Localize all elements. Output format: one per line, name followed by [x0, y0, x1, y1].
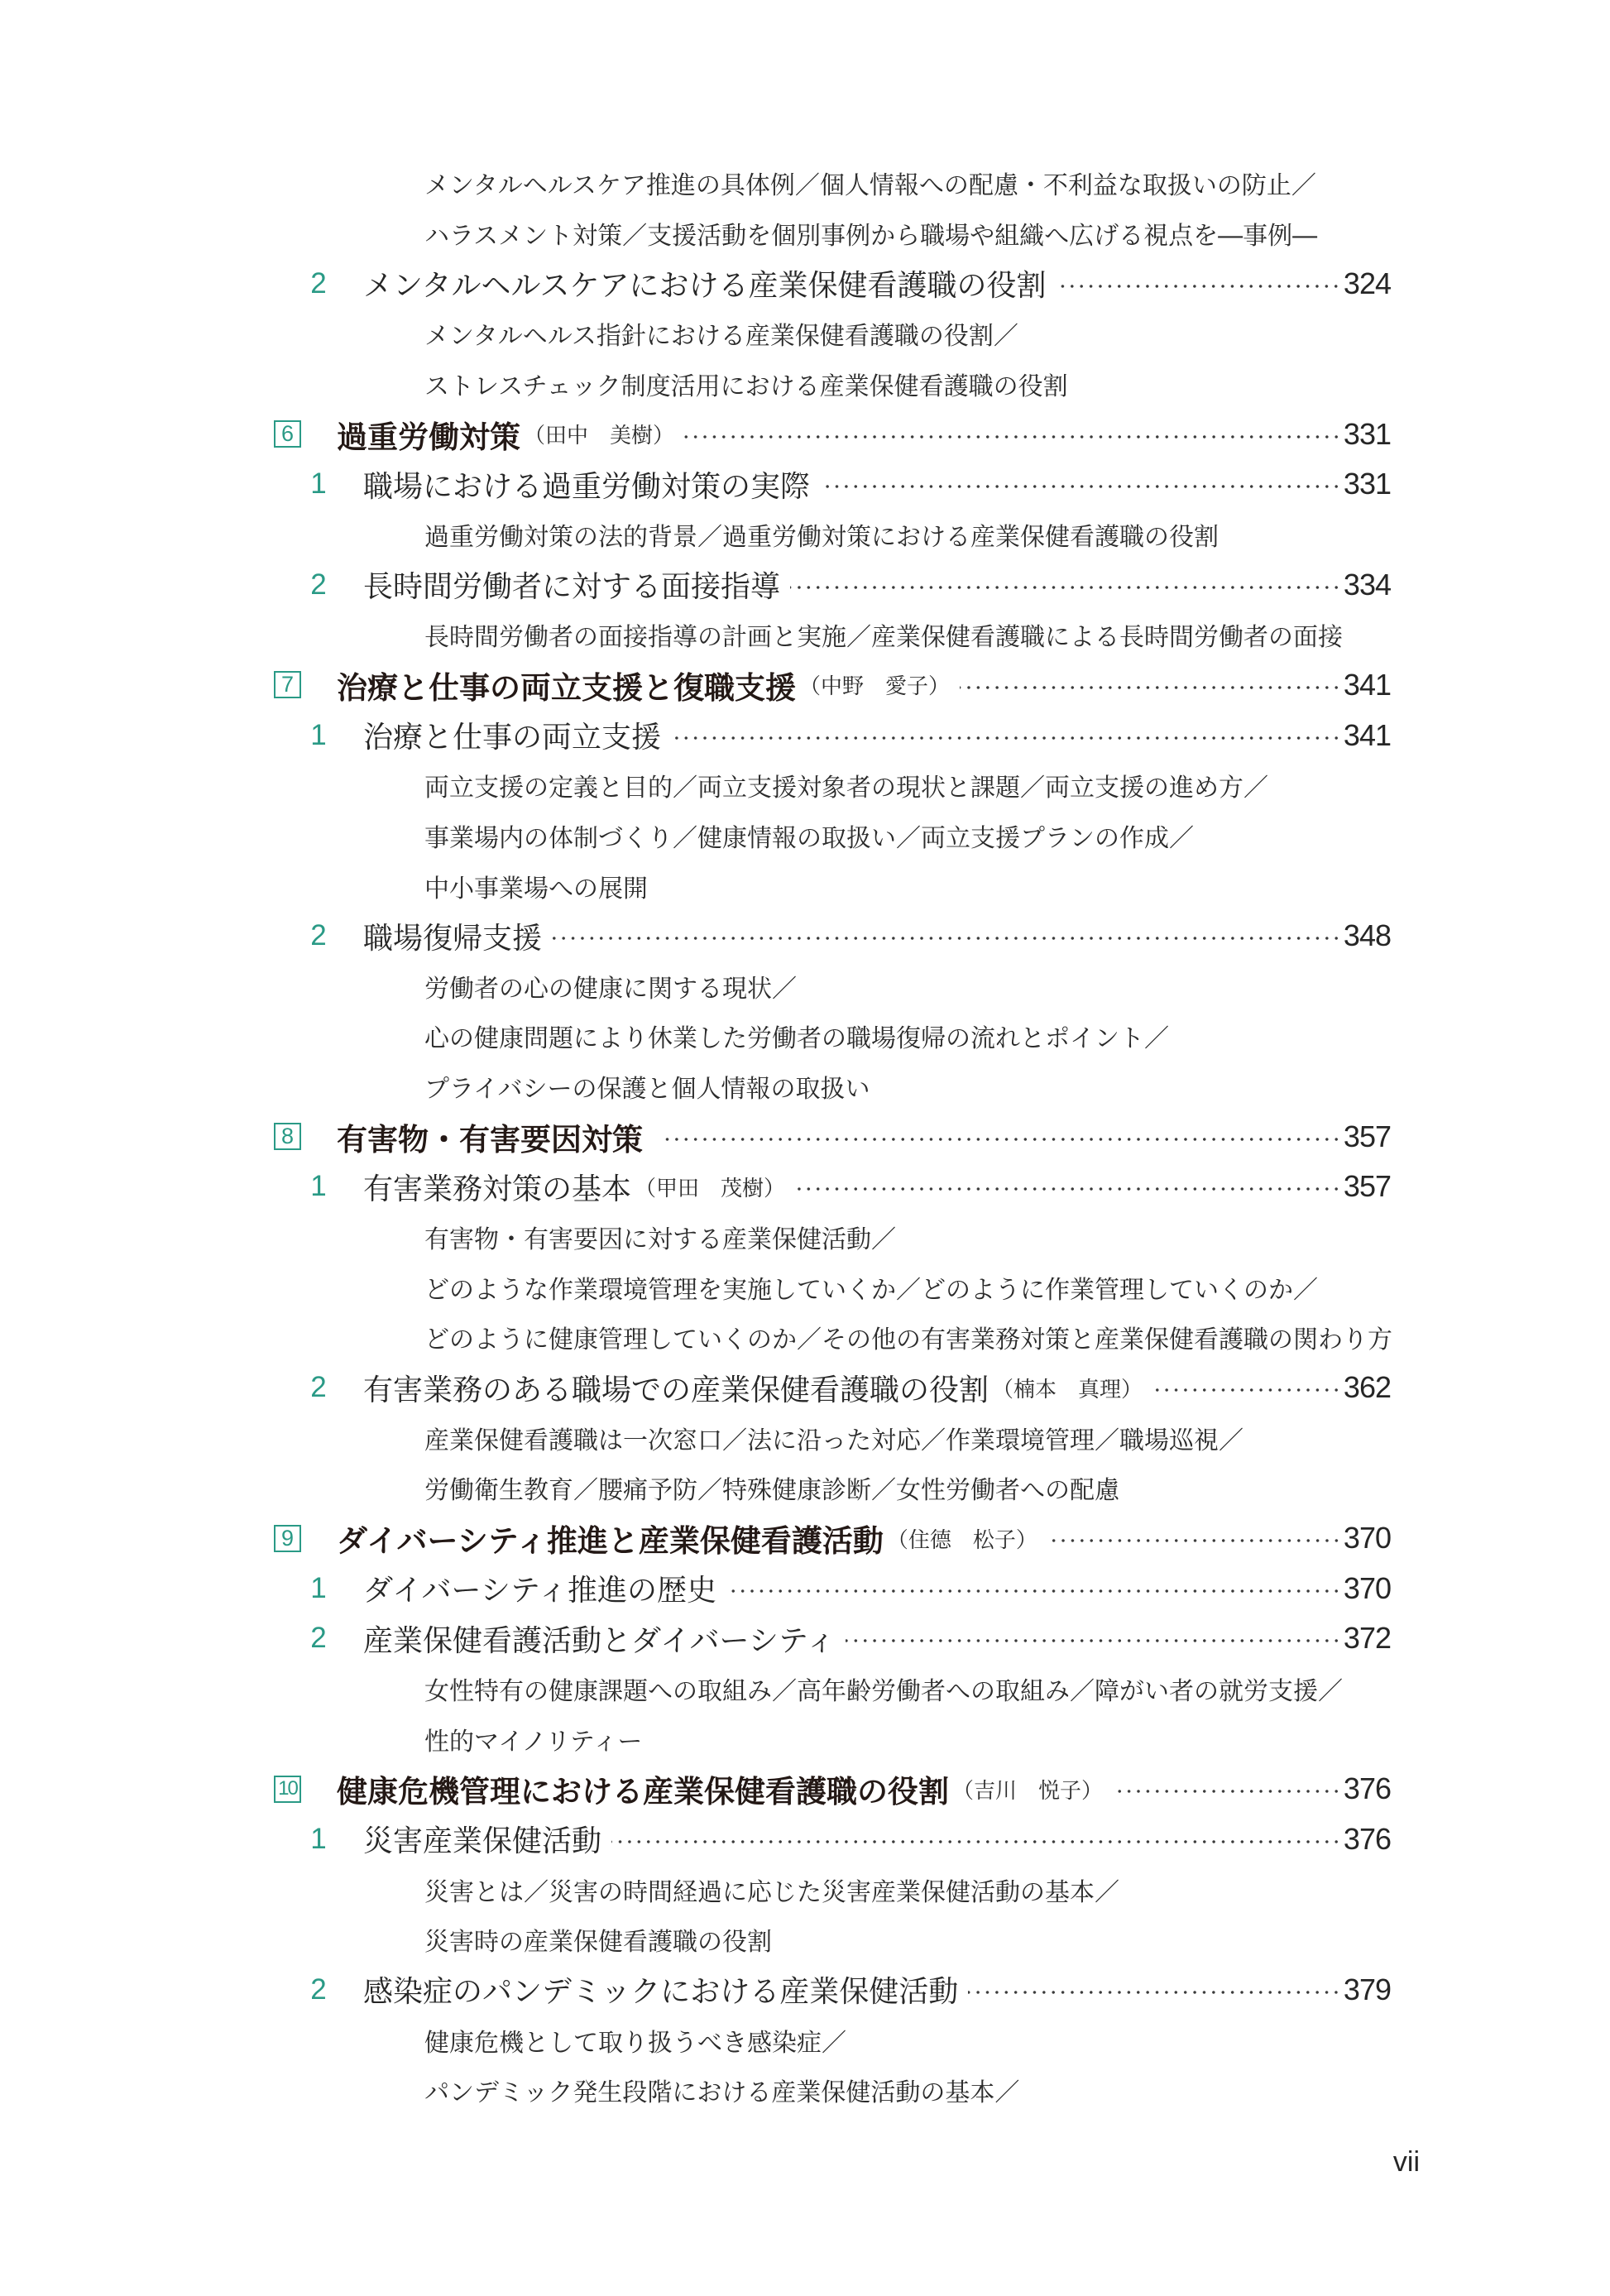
leader-dots	[671, 736, 1341, 741]
leader-dots	[795, 1186, 1341, 1191]
item-number: 2	[310, 568, 327, 601]
subtopic-text: 産業保健看護職は一次窓口／法に沿った対応／作業環境管理／職場巡視／	[424, 1426, 1243, 1455]
toc-subtopic	[0, 610, 1610, 660]
page-number: 348	[1343, 918, 1391, 953]
item-number: 1	[310, 467, 327, 501]
leader-dots	[684, 434, 1341, 439]
toc-item	[0, 258, 1610, 309]
table-of-contents	[0, 158, 1610, 2116]
toc-section	[0, 660, 1610, 711]
item-title: 有害業務のある職場での産業保健看護職の役割	[363, 1373, 989, 1407]
toc-subtopic	[0, 2065, 1610, 2116]
toc-item	[0, 1814, 1610, 1865]
page-number: 370	[1343, 1521, 1391, 1555]
subtopic-text: 心の健康問題により休業した労働者の職場復帰の流れとポイント／	[424, 1024, 1169, 1054]
toc-item	[0, 559, 1610, 610]
toc-item	[0, 1965, 1610, 2016]
item-body	[363, 710, 1391, 760]
subtopic-text: 有害物・有害要因に対する産業保健活動／	[424, 1225, 896, 1255]
section-number-badge: 7	[274, 671, 301, 698]
section-number-badge: 10	[274, 1776, 301, 1803]
toc-subtopic	[0, 1915, 1610, 1965]
subtopic-text: ストレスチェック制度活用における産業保健看護職の役割	[424, 371, 1068, 401]
page-number: 372	[1343, 1621, 1391, 1656]
section-body	[337, 660, 1391, 711]
item-number: 1	[310, 1571, 327, 1604]
item-number: 1	[310, 718, 327, 751]
item-body	[363, 1563, 1391, 1613]
subtopic-text: 過重労働対策の法的背景／過重労働対策における産業保健看護職の役割	[424, 522, 1219, 552]
subtopic-text: 中小事業場への展開	[424, 874, 648, 904]
section-title: 健康危機管理における産業保健看護職の役割	[337, 1774, 949, 1810]
item-title: メンタルヘルスケアにおける産業保健看護職の役割	[363, 269, 1047, 304]
toc-section	[0, 1111, 1610, 1162]
item-body	[363, 1162, 1391, 1212]
section-number-badge: 6	[274, 420, 301, 448]
toc-subtopic	[0, 1664, 1610, 1714]
page-number: 334	[1343, 567, 1391, 602]
page-number: 376	[1343, 1821, 1391, 1856]
item-title: 感染症のパンデミックにおける産業保健活動	[363, 1975, 959, 2010]
page-number: 324	[1343, 266, 1391, 300]
section-body	[337, 1513, 1391, 1564]
item-body	[363, 911, 1391, 961]
item-body	[363, 258, 1391, 309]
section-title: 過重労働対策	[337, 419, 520, 455]
toc-item	[0, 1613, 1610, 1664]
toc-subtopic	[0, 158, 1610, 209]
toc-subtopic	[0, 1312, 1610, 1363]
item-author: （楠本 真理）	[992, 1377, 1143, 1402]
section-number-badge: 8	[274, 1123, 301, 1150]
subtopic-text: 長時間労働者の面接指導の計画と実施／産業保健看護職による長時間労働者の面接	[424, 623, 1343, 653]
section-title: ダイバーシティ推進と産業保健看護活動	[337, 1523, 884, 1560]
leader-dots	[846, 1638, 1341, 1643]
subtopic-text: 健康危機として取り扱うべき感染症／	[424, 2028, 846, 2058]
item-title: ダイバーシティ推進の歴史	[363, 1574, 716, 1608]
subtopic-text: 事業場内の体制づくり／健康情報の取扱い／両立支援プランの作成／	[424, 823, 1194, 853]
page-number: 331	[1343, 416, 1391, 451]
toc-item	[0, 911, 1610, 961]
item-body	[363, 1965, 1391, 2016]
leader-dots	[968, 1990, 1341, 1995]
subtopic-text: 災害とは／災害の時間経過に応じた災害産業保健活動の基本／	[424, 1877, 1119, 1907]
toc-subtopic	[0, 1463, 1610, 1513]
toc-subtopic	[0, 1062, 1610, 1112]
leader-dots	[552, 936, 1341, 941]
subtopic-text: 女性特有の健康課題への取組み／高年齢労働者への取組み／障がい者の就労支援／	[424, 1677, 1343, 1707]
subtopic-text: 災害時の産業保健看護職の役割	[424, 1928, 772, 1958]
toc-item	[0, 710, 1610, 760]
section-number-badge: 9	[274, 1525, 301, 1552]
toc-subtopic	[0, 1212, 1610, 1263]
item-number: 2	[310, 1371, 327, 1404]
toc-subtopic	[0, 1011, 1610, 1062]
page-number: 379	[1343, 1972, 1391, 2006]
item-title: 職場における過重労働対策の実際	[363, 469, 811, 504]
leader-dots	[611, 1839, 1341, 1844]
toc-item	[0, 1363, 1610, 1413]
item-title: 有害業務対策の基本	[363, 1172, 632, 1206]
toc-subtopic	[0, 860, 1610, 911]
item-title: 治療と仕事の両立支援	[363, 721, 662, 755]
subtopic-text: メンタルヘルスケア推進の具体例／個人情報への配慮・不利益な取扱いの防止／	[424, 171, 1316, 201]
item-number: 2	[310, 266, 327, 300]
toc-section	[0, 1513, 1610, 1564]
subtopic-text: パンデミック発生段階における産業保健活動の基本／	[424, 2078, 1020, 2108]
item-body	[363, 1613, 1391, 1664]
leader-dots	[820, 484, 1341, 489]
section-author: （吉川 悦子）	[952, 1778, 1104, 1804]
section-title: 有害物・有害要因対策	[337, 1121, 643, 1158]
subtopic-text: 性的マイノリティー	[424, 1727, 643, 1757]
toc-subtopic	[0, 811, 1610, 861]
toc-item	[0, 1162, 1610, 1212]
page-number: 341	[1343, 717, 1391, 752]
toc-subtopic	[0, 1262, 1610, 1312]
page-number: 370	[1343, 1570, 1391, 1605]
toc-item	[0, 459, 1610, 510]
subtopic-text: プライバシーの保護と個人情報の取扱い	[424, 1075, 870, 1105]
toc-subtopic	[0, 760, 1610, 811]
leader-dots	[1047, 1538, 1341, 1543]
page-number: 362	[1343, 1370, 1391, 1405]
section-author: （田中 美樹）	[524, 424, 675, 449]
subtopic-text: ハラスメント対策／支援活動を個別事例から職場や組織へ広げる視点を―事例―	[424, 221, 1318, 251]
subtopic-text: どのように健康管理していくのか／その他の有害業務対策と産業保健看護職の関わり方	[424, 1325, 1392, 1355]
item-author: （甲田 茂樹）	[635, 1176, 786, 1201]
section-body	[337, 1111, 1391, 1162]
toc-section	[0, 1764, 1610, 1814]
subtopic-text: 労働衛生教育／腰痛予防／特殊健康診断／女性労働者への配慮	[424, 1476, 1119, 1506]
toc-subtopic	[0, 1714, 1610, 1764]
item-title: 災害産業保健活動	[363, 1824, 602, 1859]
subtopic-text: 労働者の心の健康に関する現状／	[424, 974, 797, 1004]
item-title: 長時間労働者に対する面接指導	[363, 570, 781, 605]
page-number: 357	[1343, 1119, 1391, 1153]
toc-item	[0, 1563, 1610, 1613]
toc-subtopic	[0, 1412, 1610, 1463]
folio-page-number: vii	[1392, 2146, 1420, 2178]
page-number: 376	[1343, 1771, 1391, 1806]
item-body	[363, 559, 1391, 610]
section-body	[337, 409, 1391, 459]
item-body	[363, 1814, 1391, 1865]
toc-subtopic	[0, 2015, 1610, 2065]
item-number: 2	[310, 919, 327, 952]
item-number: 1	[310, 1170, 327, 1203]
item-number: 1	[310, 1822, 327, 1855]
page-number: 341	[1343, 667, 1391, 702]
toc-subtopic	[0, 309, 1610, 359]
leader-dots	[726, 1589, 1341, 1594]
subtopic-text: メンタルヘルス指針における産業保健看護職の役割／	[424, 322, 1018, 352]
section-title: 治療と仕事の両立支援と復職支援	[337, 669, 796, 706]
page-number: 357	[1343, 1169, 1391, 1204]
item-number: 2	[310, 1622, 327, 1655]
leader-dots	[1152, 1388, 1341, 1392]
item-number: 2	[310, 1972, 327, 2006]
toc-section	[0, 409, 1610, 459]
item-body	[363, 1363, 1391, 1413]
subtopic-text: どのような作業環境管理を実施していくか／どのように作業管理していくのか／	[424, 1275, 1318, 1305]
section-author: （中野 愛子）	[799, 674, 951, 700]
leader-dots	[1056, 284, 1340, 289]
toc-subtopic	[0, 209, 1610, 259]
item-title: 産業保健看護活動とダイバーシティ	[363, 1623, 836, 1658]
item-title: 職場復帰支援	[363, 921, 543, 956]
subtopic-text: 両立支援の定義と目的／両立支援対象者の現状と課題／両立支援の進め方／	[424, 774, 1268, 803]
leader-dots	[960, 685, 1341, 690]
section-author: （住德 松子）	[886, 1527, 1037, 1553]
item-body	[363, 459, 1391, 510]
page-number: 331	[1343, 467, 1391, 501]
leader-dots	[663, 1137, 1341, 1142]
toc-subtopic	[0, 961, 1610, 1012]
leader-dots	[790, 585, 1341, 590]
toc-subtopic	[0, 1864, 1610, 1915]
toc-subtopic	[0, 510, 1610, 560]
leader-dots	[1113, 1789, 1341, 1794]
section-body	[337, 1764, 1391, 1814]
toc-subtopic	[0, 359, 1610, 410]
